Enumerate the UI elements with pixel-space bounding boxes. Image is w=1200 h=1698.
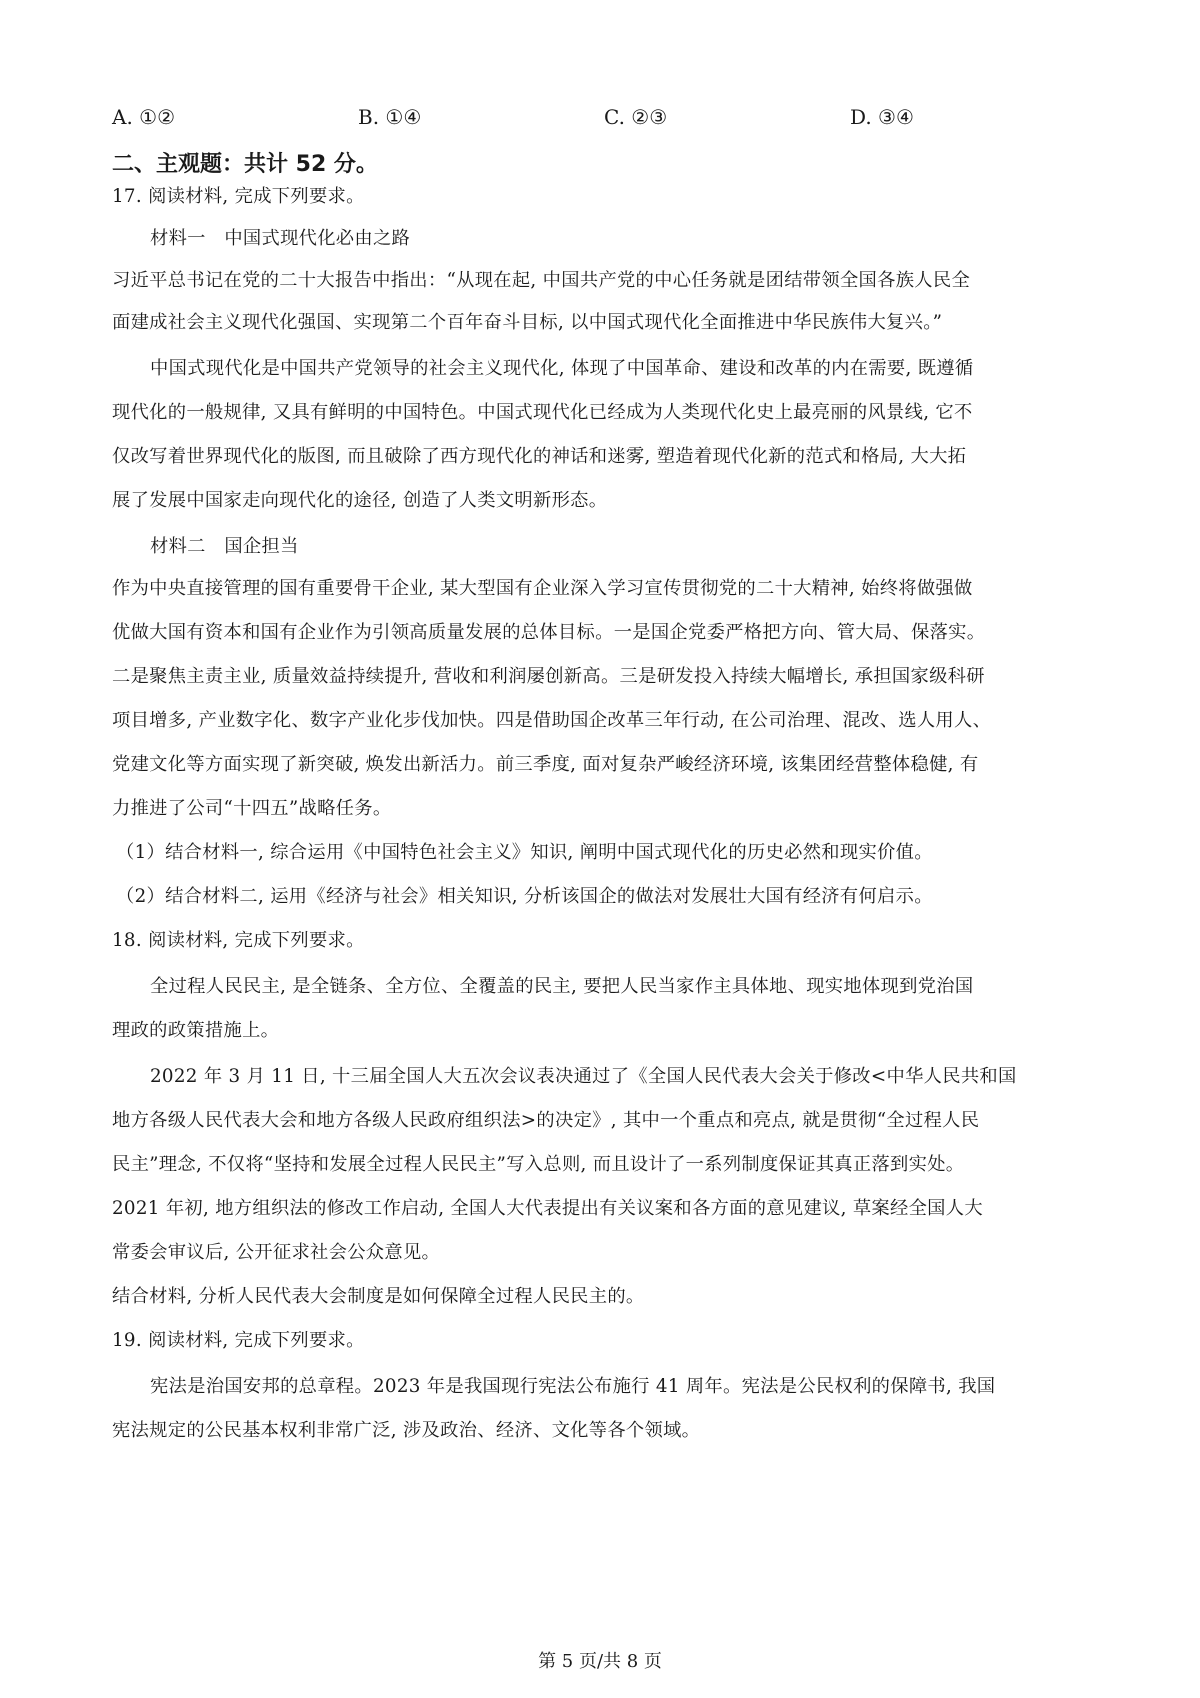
q17-material2-title: 材料二 国企担当	[150, 536, 299, 557]
q18-line: 常委会审议后, 公开征求社会公众意见。	[112, 1242, 441, 1263]
q18-line: 民主”理念, 不仅将“坚持和发展全过程人民民主”写入总则, 而且设计了一系列制度保证其真正落到实处。	[112, 1154, 965, 1175]
q18-question: 结合材料, 分析人民代表大会制度是如何保障全过程人民民主的。	[112, 1286, 645, 1307]
q17-stem: 17. 阅读材料, 完成下列要求。	[112, 186, 365, 207]
q17-material1-line: 展了发展中国家走向现代化的途径, 创造了人类文明新形态。	[112, 490, 608, 511]
q19-stem: 19. 阅读材料, 完成下列要求。	[112, 1330, 365, 1351]
q17-material1-title: 材料一 中国式现代化必由之路	[150, 228, 411, 249]
q17-subquestion-2: （2）结合材料二, 运用《经济与社会》相关知识, 分析该国企的做法对发展壮大国有经济有何启示。	[116, 886, 933, 907]
q17-subquestion-1: （1）结合材料一, 综合运用《中国特色社会主义》知识, 阐明中国式现代化的历史必然和现实价值。	[116, 842, 933, 863]
q17-material1-line: 习近平总书记在党的二十大报告中指出：“从现在起, 中国共产党的中心任务就是团结带领全国各族人民全	[112, 270, 971, 291]
q17-material1-line: 现代化的一般规律, 又具有鲜明的中国特色。中国式现代化已经成为人类现代化史上最亮丽的风景线, 它不	[112, 402, 973, 423]
q18-stem: 18. 阅读材料, 完成下列要求。	[112, 930, 365, 951]
q17-material2-line: 党建文化等方面实现了新突破, 焕发出新活力。前三季度, 面对复杂严峻经济环境, 该集团经营整体稳健, 有	[112, 754, 979, 775]
section-title: 二、主观题：共计 52 分。	[112, 152, 378, 177]
page-number: 第 5 页/共 8 页	[538, 1651, 662, 1672]
q17-material1-line: 面建成社会主义现代化强国、实现第二个百年奋斗目标, 以中国式现代化全面推进中华民族伟大复兴。”	[112, 312, 943, 333]
q18-line: 全过程人民民主, 是全链条、全方位、全覆盖的民主, 要把人民当家作主具体地、现实地体现到党治国	[150, 976, 974, 997]
q17-material2-line: 力推进了公司“十四五”战略任务。	[112, 798, 392, 819]
q18-line: 2021 年初, 地方组织法的修改工作启动, 全国人大代表提出有关议案和各方面的意见建议, 草案经全国人大	[112, 1198, 983, 1219]
option-a: A. ①②	[112, 105, 176, 129]
option-d: D. ③④	[850, 105, 914, 129]
option-b: B. ①④	[358, 105, 422, 129]
answer-options	[112, 100, 1112, 134]
q18-line: 理政的政策措施上。	[112, 1020, 280, 1041]
q17-material2-line: 项目增多, 产业数字化、数字产业化步伐加快。四是借助国企改革三年行动, 在公司治理、混改、选人用人、	[112, 710, 992, 731]
q18-line: 地方各级人民代表大会和地方各级人民政府组织法>的决定》, 其中一个重点和亮点, 就是贯彻“全过程人民	[112, 1110, 980, 1131]
q19-line: 宪法是治国安邦的总章程。2023 年是我国现行宪法公布施行 41 周年。宪法是公民权利的保障书, 我国	[150, 1376, 996, 1397]
q17-material2-line: 优做大国有资本和国有企业作为引领高质量发展的总体目标。一是国企党委严格把方向、管大局、保落实。	[112, 622, 986, 643]
q17-material1-line: 仅改写着世界现代化的版图, 而且破除了西方现代化的神话和迷雾, 塑造着现代化新的范式和格局, 大大拓	[112, 446, 967, 467]
q17-material2-line: 作为中央直接管理的国有重要骨干企业, 某大型国有企业深入学习宣传贯彻党的二十大精神, 始终将做强做	[112, 578, 973, 599]
q18-line: 2022 年 3 月 11 日, 十三届全国人大五次会议表决通过了《全国人民代表大会关于修改<中华人民共和国	[150, 1066, 1017, 1087]
q19-line: 宪法规定的公民基本权利非常广泛, 涉及政治、经济、文化等各个领域。	[112, 1420, 701, 1441]
option-c: C. ②③	[604, 105, 668, 129]
q17-material2-line: 二是聚焦主责主业, 质量效益持续提升, 营收和利润屡创新高。三是研发投入持续大幅增长, 承担国家级科研	[112, 666, 985, 687]
q17-material1-line: 中国式现代化是中国共产党领导的社会主义现代化, 体现了中国革命、建设和改革的内在需要, 既遵循	[150, 358, 974, 379]
